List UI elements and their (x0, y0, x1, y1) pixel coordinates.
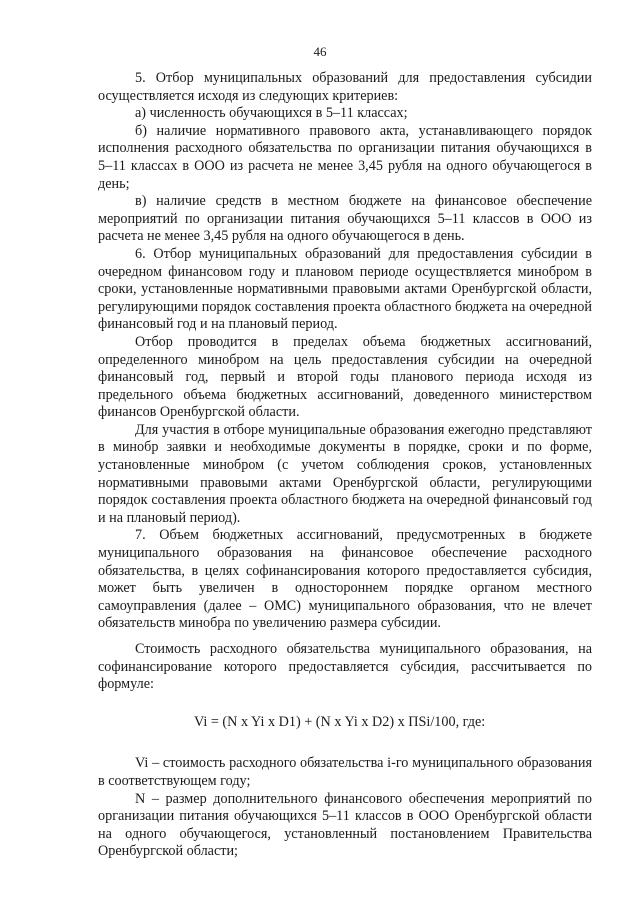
criterion-a: а) численность обучающихся в 5–11 классах; (135, 105, 408, 122)
document-body (98, 70, 592, 861)
paragraph-5-intro: 5. Отбор муниципальных образований для предоставления субсидии осуществляется исходя из следующих критериев: (98, 70, 592, 104)
definition-vi: Vi – стоимость расходного обязательства i-го муниципального образования в соответствующем году; (98, 755, 592, 789)
paragraph-selection-limits: Отбор проводится в пределах объема бюджетных ассигнований, определенного минобром на цель предоставления субсидии на очередной финансовый год, первый и второй годы планового периода исходя из предельного объема бюджетных ассигнований, доведенного министерством финансов Оренбургской области. (98, 333, 592, 421)
criterion-b: б) наличие нормативного правового акта, устанавливающего порядок исполнения расходного обязательства по организации питания обучающихся в 5–11 классах в ООО из расчета не менее 3,45 рубля на одного обучающегося в день; (98, 122, 592, 192)
definition-n: N – размер дополнительного финансового обеспечения мероприятий по организации питания обучающихся 5–11 классов в ООО Оренбургской области на одного обучающегося, установленный постановлением Правительства Оренбургской области; (98, 790, 592, 860)
paragraph-7: 7. Объем бюджетных ассигнований, предусмотренных в бюджете муниципального образования на финансовое обеспечение расходного обязательства, в целях софинансирования которого предоставляется субсидия, может быть увеличен в одностороннем порядке органом местного самоуправления (далее – ОМС) муниципального образования, что не влечет обязательств минобра по увеличению размера субсидии. (98, 527, 592, 632)
paragraph-participation: Для участия в отборе муниципальные образования ежегодно представляют в минобр заявки и необходимые документы в порядке, сроки и по форме, установленные минобром (с учетом соблюдения сроков, установленных нормативными правовыми актами Оренбургской области, регулирующими порядок составления проекта областного бюджета на очередной финансовый год и на плановый период). (98, 421, 592, 526)
criterion-c: в) наличие средств в местном бюджете на финансовое обеспечение мероприятий по организации питания обучающихся 5–11 классов в ООО из расчета не менее 3,45 рубля на одного обучающегося в день. (98, 193, 592, 245)
paragraph-cost-intro: Стоимость расходного обязательства муниципального образования, на софинансирование которого предоставляется субсидия, рассчитывается по формуле: (98, 641, 592, 693)
cost-formula: Vi = (N x Yi x D1) + (N x Yi x D2) x ПSi/100, где: (194, 713, 486, 730)
page-number: 46 (313, 44, 327, 59)
paragraph-6: 6. Отбор муниципальных образований для предоставления субсидии в очередном финансовом году и плановом периоде осуществляется минобром в сроки, установленные нормативными правовыми актами Оренбургской области, регулирующими порядок составления проекта областного бюджета на очередной финансовый год и на плановый период. (98, 245, 592, 333)
